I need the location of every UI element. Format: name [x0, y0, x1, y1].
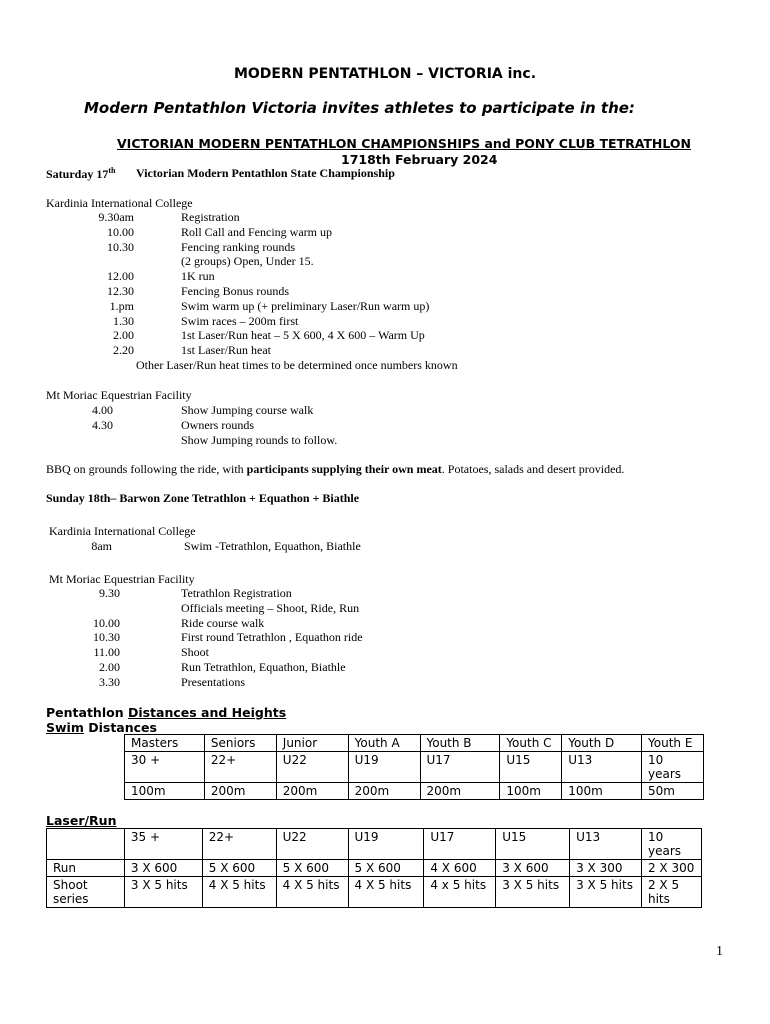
table-row [125, 735, 704, 752]
schedule-item: 1K run [181, 269, 215, 284]
table-cell: 2 X 300 [641, 860, 701, 877]
table-cell: 10 years [641, 829, 701, 860]
table-cell: 3 X 600 [124, 860, 202, 877]
table-cell: 50m [642, 783, 704, 800]
table-cell: U13 [562, 752, 642, 783]
schedule-time: 9.30am [98, 210, 134, 224]
table-cell: U15 [500, 752, 562, 783]
table-cell: 4 X 5 hits [276, 877, 348, 908]
table-cell: Youth A [348, 735, 420, 752]
table-cell: 35 + [124, 829, 202, 860]
table-cell: 10 years [642, 752, 704, 783]
table-row [125, 783, 704, 800]
table-row [125, 752, 704, 783]
table-cell: U22 [276, 752, 348, 783]
table-cell: U19 [348, 829, 424, 860]
table-cell: 5 X 600 [202, 860, 276, 877]
table-cell: 4 x 5 hits [424, 877, 496, 908]
schedule-item: Fencing Bonus rounds [181, 284, 289, 298]
schedule-item: Swim -Tetrathlon, Equathon, Biathle [184, 539, 361, 553]
event-dates: 1718th February 2024 [341, 152, 498, 167]
schedule-time: 9.30 [99, 586, 120, 600]
table-cell: 200m [204, 783, 276, 800]
table-cell: 22+ [202, 829, 276, 860]
schedule-time: 8am [91, 539, 112, 553]
distances-heading: Pentathlon Distances and Heights [46, 705, 287, 720]
table-cell: 3 X 300 [570, 860, 642, 877]
table-cell: U17 [424, 829, 496, 860]
schedule-time: 12.30 [107, 284, 134, 298]
table-cell: U22 [276, 829, 348, 860]
schedule-item: Swim races – 200m first [181, 313, 299, 328]
schedule-item: Tetrathlon Registration [181, 586, 292, 600]
table-cell: 3 X 600 [496, 860, 570, 877]
table-cell: U19 [348, 752, 420, 783]
table-cell: Junior [276, 735, 348, 752]
swim-heading: Swim Distances [46, 720, 157, 735]
table-cell: 200m [276, 783, 348, 800]
table-cell: 100m [562, 783, 642, 800]
schedule-time: 1.pm [109, 298, 134, 313]
schedule-item: Shoot [181, 645, 210, 660]
schedule-item: 1st Laser/Run heat – 5 X 600, 4 X 600 – Warm Up [181, 328, 425, 343]
schedule-item: Owners rounds [181, 417, 254, 432]
schedule-item: (2 groups) Open, Under 15. [181, 254, 314, 269]
schedule-time: 2.00 [113, 328, 134, 343]
table-cell: Youth E [642, 735, 704, 752]
table-cell: Shoot series [47, 877, 125, 908]
schedule-item: Registration [181, 210, 240, 224]
schedule-item: Show Jumping course walk [181, 403, 314, 417]
schedule-time: 10.00 [93, 615, 120, 630]
swim-distances-table [124, 734, 704, 800]
document-subtitle: Modern Pentathlon Victoria invites athletes to participate in the: [84, 99, 635, 117]
table-cell: 5 X 600 [276, 860, 348, 877]
schedule-time: 4.00 [92, 403, 113, 417]
schedule-item: 1st Laser/Run heat [181, 343, 271, 358]
schedule-time: 2.00 [99, 660, 120, 674]
table-cell: 100m [125, 783, 205, 800]
schedule-time: 1.30 [113, 313, 134, 328]
table-row [47, 877, 702, 908]
table-cell: Seniors [204, 735, 276, 752]
table-cell: 200m [348, 783, 420, 800]
laser-run-table [46, 828, 702, 908]
table-cell: 30 + [125, 752, 205, 783]
table-row [47, 860, 702, 877]
schedule-item: Swim warm up (+ preliminary Laser/Run warm up) [181, 298, 430, 313]
table-row [47, 829, 702, 860]
table-cell: Youth D [562, 735, 642, 752]
table-cell: U15 [496, 829, 570, 860]
event-title: VICTORIAN MODERN PENTATHLON CHAMPIONSHIPS and PONY CLUB TETRATHLON [117, 136, 692, 151]
schedule-item: Presentations [181, 674, 245, 689]
table-cell: 22+ [204, 752, 276, 783]
table-cell: 4 X 600 [424, 860, 496, 877]
saturday-venue-1: Kardinia International College [46, 196, 193, 210]
table-cell: U13 [570, 829, 642, 860]
table-cell: 4 X 5 hits [202, 877, 276, 908]
table-cell: 2 X 5 hits [641, 877, 701, 908]
schedule-item: Officials meeting – Shoot, Ride, Run [181, 600, 360, 615]
table-cell: 5 X 600 [348, 860, 424, 877]
bbq-note: BBQ on grounds following the ride, with participants supplying their own meat. Potatoes, salads and desert provided. [46, 462, 625, 476]
sunday-venue-2: Mt Moriac Equestrian Facility [49, 572, 195, 586]
table-cell: Youth B [420, 735, 500, 752]
schedule-item: Ride course walk [181, 615, 265, 630]
sunday-heading: Sunday 18th– Barwon Zone Tetrathlon + Equathon + Biathle [46, 491, 360, 505]
document-title: MODERN PENTATHLON – VICTORIA inc. [233, 66, 537, 82]
schedule-time: 3.30 [99, 674, 120, 689]
schedule-time: 10.30 [107, 239, 134, 254]
schedule-time: 12.00 [107, 269, 134, 284]
schedule-item: Roll Call and Fencing warm up [181, 224, 332, 239]
table-cell: Youth C [500, 735, 562, 752]
schedule-item: Fencing ranking rounds [181, 239, 295, 254]
laser-run-heading: Laser/Run [46, 813, 117, 828]
schedule-item: Show Jumping rounds to follow. [181, 432, 338, 447]
table-cell: Run [47, 860, 125, 877]
table-cell: 200m [420, 783, 500, 800]
saturday-day: Saturday 17th [46, 166, 116, 181]
table-cell: 100m [500, 783, 562, 800]
schedule-item: Run Tetrathlon, Equathon, Biathle [181, 660, 346, 674]
table-cell: Masters [125, 735, 205, 752]
schedule-time: 2.20 [113, 343, 134, 358]
saturday-event: Victorian Modern Pentathlon State Championship [136, 166, 395, 180]
schedule-time: 10.30 [93, 630, 120, 645]
schedule-time: 4.30 [92, 417, 113, 432]
table-cell: 3 X 5 hits [496, 877, 570, 908]
schedule-time: 10.00 [107, 224, 134, 239]
page-number: 1 [716, 944, 723, 959]
table-cell [47, 829, 125, 860]
schedule-time: 11.00 [93, 645, 120, 660]
table-cell: 4 X 5 hits [348, 877, 424, 908]
table-cell: 3 X 5 hits [570, 877, 642, 908]
table-cell: 3 X 5 hits [124, 877, 202, 908]
saturday-note: Other Laser/Run heat times to be determined once numbers known [136, 358, 458, 372]
sunday-venue-1: Kardinia International College [49, 524, 196, 538]
table-cell: U17 [420, 752, 500, 783]
schedule-item: First round Tetrathlon , Equathon ride [181, 630, 363, 645]
saturday-venue-2: Mt Moriac Equestrian Facility [46, 388, 192, 402]
